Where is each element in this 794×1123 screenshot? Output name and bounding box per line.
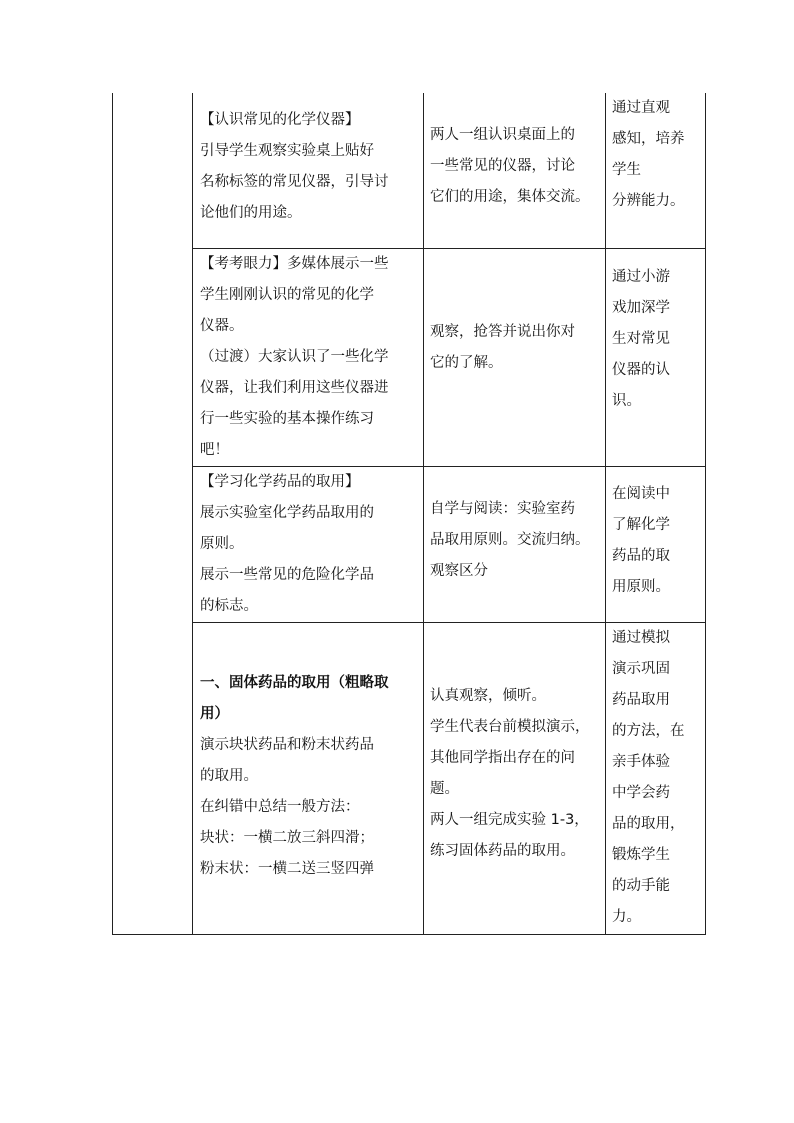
text-line: 题。 [430, 780, 459, 797]
student-activity-cell [424, 248, 606, 466]
text-line: 的标志。 [200, 597, 258, 614]
text-line: 学生 [612, 162, 641, 178]
teacher-activity-cell [193, 466, 424, 622]
text-line: 它们的用途，集体交流。 [430, 189, 590, 205]
text-line: 的方法，在 [612, 722, 685, 739]
text-line: 仪器，让我们利用这些仪器进 [200, 379, 389, 396]
text-line: 感知，培养 [612, 131, 685, 147]
text-line: 一些常见的仪器，讨论 [430, 158, 575, 174]
text-line: 的动手能 [612, 877, 670, 894]
text-line: 【认识常见的化学仪器】 [200, 112, 360, 128]
text-line: 品的取用， [612, 815, 685, 832]
text-line: 演示巩固 [612, 660, 670, 677]
text-line: 【学习化学药品的取用】 [200, 473, 360, 490]
text-line: 用原则。 [612, 578, 670, 595]
student-activity-cell [424, 622, 606, 934]
table-row [113, 622, 706, 934]
text-line: 【考考眼力】多媒体展示一些 [200, 255, 389, 272]
text-line: 观察区分 [430, 562, 488, 579]
design-intent-cell [606, 93, 706, 248]
table-row [113, 93, 706, 248]
student-activity-cell [424, 93, 606, 248]
lesson-plan-table [112, 93, 706, 935]
text-line: 论他们的用途。 [200, 205, 302, 221]
text-line: 其他同学指出存在的问 [430, 749, 575, 766]
teacher-activity-cell [193, 93, 424, 248]
text-line: 展示一些常见的危险化学品 [200, 566, 374, 583]
text-line: 亲手体验 [612, 753, 670, 770]
text-line: 通过模拟 [612, 629, 670, 646]
text-line: 仪器的认 [612, 361, 670, 378]
text-line: 行一些实验的基本操作练习 [200, 410, 374, 427]
text-line: 仪器。 [200, 317, 244, 334]
text-line: 锻炼学生 [612, 846, 670, 863]
text-line: 学生刚刚认识的常见的化学 [200, 286, 374, 303]
section-heading: 用） [200, 705, 229, 722]
design-intent-cell [606, 622, 706, 934]
text-line: 通过直观 [612, 100, 670, 116]
text-line: 块状：一横二放三斜四滑； [200, 829, 374, 846]
text-line: 了解化学 [612, 516, 670, 533]
text-line: 学生代表台前模拟演示， [430, 718, 590, 735]
text-line: 演示块状药品和粉末状药品 [200, 736, 374, 753]
text-line: 戏加深学 [612, 299, 670, 316]
text-line: 粉末状：一横二送三竖四弹 [200, 860, 374, 877]
text-line: 药品的取 [612, 547, 670, 564]
design-intent-cell [606, 466, 706, 622]
text-line: 识。 [612, 392, 641, 409]
table-row [113, 466, 706, 622]
text-line: 它的了解。 [430, 354, 503, 371]
text-line: 观察，抢答并说出你对 [430, 323, 575, 340]
text-line: 通过小游 [612, 268, 670, 285]
text-line: 练习固体药品的取用。 [430, 842, 575, 859]
text-line: （过渡）大家认识了一些化学 [200, 348, 389, 365]
text-line: 分辨能力。 [612, 193, 685, 209]
text-line: 两人一组完成实验 1-3， [430, 811, 589, 828]
design-intent-cell [606, 248, 706, 466]
text-line: 认真观察，倾听。 [430, 687, 546, 704]
text-line: 名称标签的常见仪器，引导讨 [200, 174, 389, 190]
stage-column-cell [113, 93, 193, 934]
text-line: 生对常见 [612, 330, 670, 347]
text-line: 力。 [612, 908, 641, 925]
table-row [113, 248, 706, 466]
text-line: 品取用原则。交流归纳。 [430, 531, 590, 548]
text-line: 引导学生观察实验桌上贴好 [200, 143, 374, 159]
text-line: 的取用。 [200, 767, 258, 784]
teacher-activity-cell [193, 622, 424, 934]
text-line: 展示实验室化学药品取用的 [200, 504, 374, 521]
student-activity-cell [424, 466, 606, 622]
text-line: 原则。 [200, 535, 244, 552]
section-heading: 一、固体药品的取用（粗略取 [200, 674, 389, 691]
text-line: 在纠错中总结一般方法： [200, 798, 360, 815]
teacher-activity-cell [193, 248, 424, 466]
text-line: 药品取用 [612, 691, 670, 708]
text-line: 两人一组认识桌面上的 [430, 127, 575, 143]
text-line: 在阅读中 [612, 485, 670, 502]
text-line: 吧！ [200, 441, 229, 458]
text-line: 中学会药 [612, 784, 670, 801]
text-line: 自学与阅读：实验室药 [430, 500, 575, 517]
